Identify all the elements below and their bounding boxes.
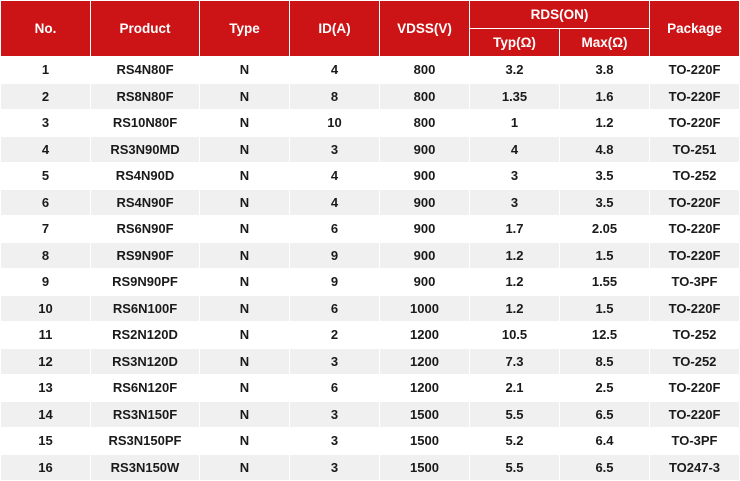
table-row: [1, 57, 740, 84]
table-body: [1, 57, 740, 481]
cell-package: TO-220F: [650, 401, 740, 428]
cell-type: N: [200, 242, 290, 269]
cell-type: N: [200, 295, 290, 322]
cell-id: 8: [290, 83, 380, 110]
cell-type: N: [200, 163, 290, 190]
cell-rds-max: 1.5: [560, 242, 650, 269]
cell-rds-max: 8.5: [560, 348, 650, 375]
table-row: [1, 163, 740, 190]
cell-rds-typ: 1: [470, 110, 560, 137]
cell-type: N: [200, 428, 290, 455]
cell-rds-typ: 1.35: [470, 83, 560, 110]
cell-type: N: [200, 216, 290, 243]
cell-id: 3: [290, 428, 380, 455]
cell-no: 9: [1, 269, 91, 296]
cell-package: TO-220F: [650, 57, 740, 84]
cell-id: 4: [290, 163, 380, 190]
cell-rds-typ: 1.7: [470, 216, 560, 243]
cell-product: RS8N80F: [91, 83, 200, 110]
cell-product: RS6N90F: [91, 216, 200, 243]
cell-package: TO-3PF: [650, 428, 740, 455]
cell-rds-typ: 3.2: [470, 57, 560, 84]
cell-type: N: [200, 401, 290, 428]
cell-vdss: 1200: [380, 322, 470, 349]
cell-package: TO-220F: [650, 242, 740, 269]
cell-vdss: 1500: [380, 401, 470, 428]
cell-rds-max: 2.5: [560, 375, 650, 402]
cell-rds-typ: 7.3: [470, 348, 560, 375]
cell-package: TO-251: [650, 136, 740, 163]
cell-no: 8: [1, 242, 91, 269]
cell-product: RS3N90MD: [91, 136, 200, 163]
cell-no: 13: [1, 375, 91, 402]
cell-vdss: 900: [380, 269, 470, 296]
column-header-type: Type: [200, 1, 290, 57]
table-row: [1, 189, 740, 216]
cell-id: 6: [290, 216, 380, 243]
cell-type: N: [200, 57, 290, 84]
cell-product: RS4N90D: [91, 163, 200, 190]
table-row: [1, 216, 740, 243]
table-row: [1, 83, 740, 110]
cell-rds-typ: 5.2: [470, 428, 560, 455]
cell-id: 6: [290, 375, 380, 402]
cell-rds-max: 3.5: [560, 189, 650, 216]
cell-no: 2: [1, 83, 91, 110]
cell-package: TO-220F: [650, 110, 740, 137]
cell-product: RS10N80F: [91, 110, 200, 137]
cell-type: N: [200, 136, 290, 163]
table-row: [1, 401, 740, 428]
cell-vdss: 900: [380, 189, 470, 216]
cell-package: TO-220F: [650, 83, 740, 110]
header-row-top: [1, 1, 740, 29]
cell-vdss: 1500: [380, 454, 470, 481]
cell-vdss: 900: [380, 242, 470, 269]
column-header-no: No.: [1, 1, 91, 57]
cell-rds-max: 6.5: [560, 401, 650, 428]
cell-product: RS4N90F: [91, 189, 200, 216]
cell-vdss: 1200: [380, 375, 470, 402]
cell-id: 3: [290, 401, 380, 428]
cell-rds-typ: 3: [470, 163, 560, 190]
cell-package: TO-252: [650, 348, 740, 375]
cell-id: 10: [290, 110, 380, 137]
table-row: [1, 428, 740, 455]
cell-type: N: [200, 322, 290, 349]
cell-package: TO-220F: [650, 295, 740, 322]
cell-rds-max: 12.5: [560, 322, 650, 349]
cell-product: RS3N150W: [91, 454, 200, 481]
cell-rds-max: 3.5: [560, 163, 650, 190]
cell-type: N: [200, 189, 290, 216]
cell-vdss: 1200: [380, 348, 470, 375]
cell-no: 12: [1, 348, 91, 375]
column-header-rds-on: RDS(ON): [470, 1, 650, 29]
cell-no: 15: [1, 428, 91, 455]
cell-rds-typ: 2.1: [470, 375, 560, 402]
cell-package: TO247-3: [650, 454, 740, 481]
column-header-typ: Typ(Ω): [470, 29, 560, 57]
table-row: [1, 269, 740, 296]
table-row: [1, 136, 740, 163]
cell-vdss: 1500: [380, 428, 470, 455]
cell-product: RS6N100F: [91, 295, 200, 322]
cell-id: 3: [290, 454, 380, 481]
cell-rds-max: 1.5: [560, 295, 650, 322]
cell-vdss: 1000: [380, 295, 470, 322]
cell-type: N: [200, 348, 290, 375]
cell-rds-typ: 5.5: [470, 454, 560, 481]
table-row: [1, 454, 740, 481]
cell-id: 9: [290, 242, 380, 269]
cell-rds-max: 3.8: [560, 57, 650, 84]
cell-rds-typ: 5.5: [470, 401, 560, 428]
cell-product: RS4N80F: [91, 57, 200, 84]
cell-id: 3: [290, 348, 380, 375]
cell-no: 1: [1, 57, 91, 84]
cell-rds-max: 1.55: [560, 269, 650, 296]
cell-package: TO-3PF: [650, 269, 740, 296]
cell-rds-max: 1.6: [560, 83, 650, 110]
cell-package: TO-220F: [650, 216, 740, 243]
cell-rds-max: 2.05: [560, 216, 650, 243]
cell-rds-typ: 1.2: [470, 269, 560, 296]
cell-rds-typ: 1.2: [470, 295, 560, 322]
cell-rds-max: 1.2: [560, 110, 650, 137]
cell-no: 3: [1, 110, 91, 137]
cell-product: RS3N150F: [91, 401, 200, 428]
cell-id: 2: [290, 322, 380, 349]
column-header-max: Max(Ω): [560, 29, 650, 57]
cell-product: RS3N150PF: [91, 428, 200, 455]
table-row: [1, 375, 740, 402]
cell-vdss: 900: [380, 163, 470, 190]
column-header-vdss: VDSS(V): [380, 1, 470, 57]
cell-type: N: [200, 454, 290, 481]
cell-rds-typ: 1.2: [470, 242, 560, 269]
cell-rds-max: 6.4: [560, 428, 650, 455]
table-row: [1, 242, 740, 269]
cell-package: TO-220F: [650, 189, 740, 216]
cell-no: 16: [1, 454, 91, 481]
cell-vdss: 800: [380, 57, 470, 84]
cell-vdss: 900: [380, 216, 470, 243]
cell-product: RS2N120D: [91, 322, 200, 349]
cell-rds-typ: 10.5: [470, 322, 560, 349]
column-header-id: ID(A): [290, 1, 380, 57]
table-row: [1, 348, 740, 375]
cell-id: 4: [290, 189, 380, 216]
cell-product: RS9N90PF: [91, 269, 200, 296]
cell-package: TO-220F: [650, 375, 740, 402]
cell-vdss: 900: [380, 136, 470, 163]
cell-no: 7: [1, 216, 91, 243]
table-header: [1, 1, 740, 57]
cell-id: 9: [290, 269, 380, 296]
cell-rds-max: 4.8: [560, 136, 650, 163]
cell-product: RS3N120D: [91, 348, 200, 375]
cell-vdss: 800: [380, 110, 470, 137]
cell-no: 14: [1, 401, 91, 428]
cell-type: N: [200, 83, 290, 110]
cell-id: 3: [290, 136, 380, 163]
cell-package: TO-252: [650, 322, 740, 349]
cell-package: TO-252: [650, 163, 740, 190]
cell-type: N: [200, 375, 290, 402]
column-header-package: Package: [650, 1, 740, 57]
cell-no: 11: [1, 322, 91, 349]
cell-product: RS9N90F: [91, 242, 200, 269]
cell-product: RS6N120F: [91, 375, 200, 402]
cell-no: 4: [1, 136, 91, 163]
cell-id: 4: [290, 57, 380, 84]
cell-no: 10: [1, 295, 91, 322]
table-row: [1, 295, 740, 322]
cell-type: N: [200, 110, 290, 137]
cell-rds-max: 6.5: [560, 454, 650, 481]
table-row: [1, 110, 740, 137]
cell-vdss: 800: [380, 83, 470, 110]
cell-no: 5: [1, 163, 91, 190]
cell-rds-typ: 3: [470, 189, 560, 216]
cell-type: N: [200, 269, 290, 296]
cell-no: 6: [1, 189, 91, 216]
cell-rds-typ: 4: [470, 136, 560, 163]
table-row: [1, 322, 740, 349]
cell-id: 6: [290, 295, 380, 322]
column-header-product: Product: [91, 1, 200, 57]
